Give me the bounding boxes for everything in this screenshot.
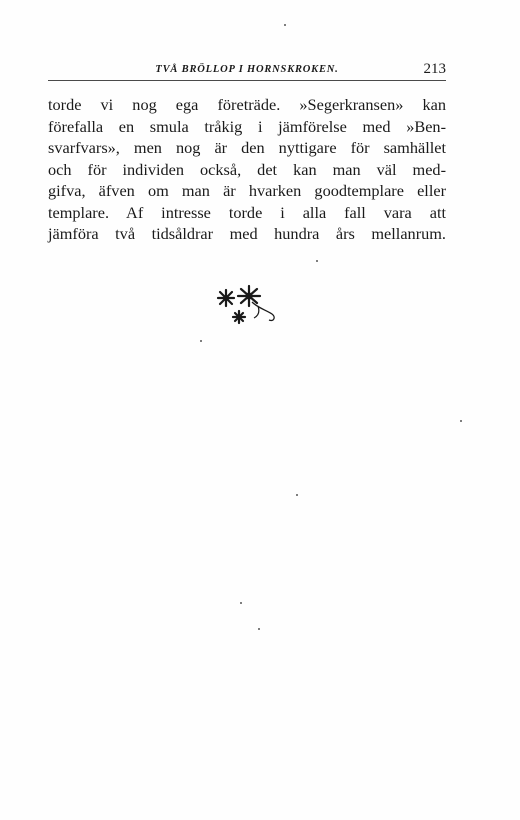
- paper-speck: [316, 260, 318, 262]
- running-head: [48, 60, 446, 82]
- paper-speck: [284, 24, 286, 26]
- page-number: 213: [423, 61, 446, 77]
- text-line: jämföra två tidsåldrar med hundra års mellanrum.: [48, 224, 446, 243]
- text-line: gifva, äfven om man är hvarken goodtemplare eller: [48, 181, 446, 200]
- paper-speck: [240, 602, 242, 604]
- paper-speck: [460, 420, 462, 422]
- paper-speck: [258, 628, 260, 630]
- text-line: förefalla en smula tråkig i jämförelse med »Ben-: [48, 116, 446, 136]
- floral-ornament-icon: [214, 284, 284, 328]
- paper-speck: [200, 340, 202, 342]
- text-line: och för individen också, det kan man väl med-: [48, 159, 446, 179]
- paper-speck: [296, 494, 298, 496]
- text-line: svarfvars», men nog är den nyttigare för samhället: [48, 138, 446, 157]
- text-line: templare. Af intresse torde i alla fall vara att: [48, 202, 446, 222]
- running-title: TVÅ BRÖLLOP I HORNSKROKEN.: [155, 64, 339, 75]
- header-rule: [48, 80, 446, 81]
- text-line: torde vi nog ega företräde. »Segerkransen» kan: [48, 95, 446, 114]
- body-paragraph: [48, 94, 446, 245]
